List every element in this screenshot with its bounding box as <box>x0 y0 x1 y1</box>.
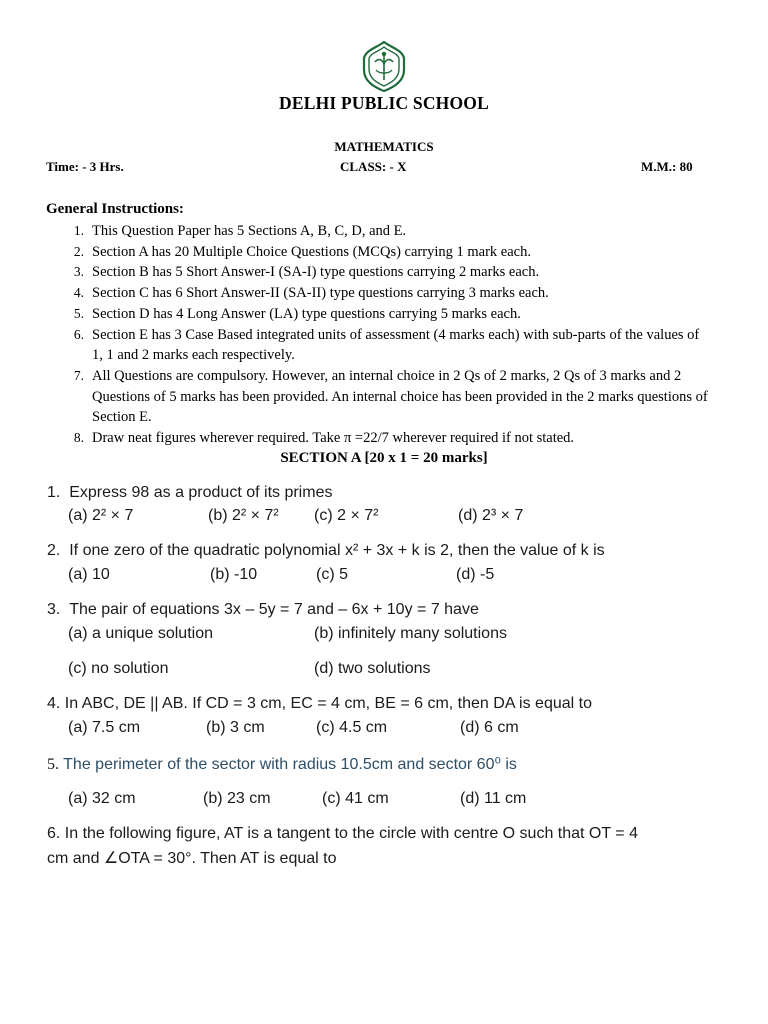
option-c: (c) 4.5 cm <box>316 719 388 736</box>
option-c: (c) no solution <box>68 660 169 677</box>
question-text: The pair of equations 3x – 5y = 7 and – 6x + 10y = 7 have <box>69 601 479 618</box>
exam-time: Time: - 3 Hrs. <box>46 159 124 174</box>
instruction-item: 8. Draw neat figures wherever required. Take π =22/7 wherever required if not stated. <box>73 430 575 447</box>
question-text: Express 98 as a product of its primes <box>69 484 333 501</box>
instruction-item: 7. All Questions are compulsory. However, an internal choice in 2 Qs of 2 marks, 2 Qs of 3 marks and 2 Questions of 5 marks has been provided. An internal choice has been provided in the 2 marks questions of Section E. <box>73 367 708 426</box>
instruction-item: 2. Section A has 20 Multiple Choice Questions (MCQs) carrying 1 mark each. <box>73 243 531 260</box>
instruction-item: 4. Section C has 6 Short Answer-II (SA-II) type questions carrying 3 marks each. <box>73 285 549 302</box>
question-2 <box>47 542 605 560</box>
option-a: (a) 32 cm <box>68 790 136 807</box>
option-b: (b) infinitely many solutions <box>314 625 507 642</box>
instruction-item: 1. This Question Paper has 5 Sections A, B, C, D, and E. <box>73 223 407 239</box>
max-marks: M.M.: 80 <box>641 159 693 174</box>
instruction-item: 6. Section E has 3 Case Based integrated units of assessment (4 marks each) with sub-parts of the values of 1, 1 and 2 marks each respectively. <box>73 326 700 364</box>
option-b: (b) -10 <box>210 566 258 583</box>
question-text: If one zero of the quadratic polynomial x² + 3x + k is 2, then the value of k is <box>69 542 605 559</box>
school-logo-icon <box>362 40 406 92</box>
option-b: (b) 23 cm <box>203 790 271 807</box>
option-a: (a) 7.5 cm <box>68 719 141 736</box>
option-a: (a) 10 <box>68 566 110 583</box>
question-6 <box>47 825 638 843</box>
option-d: (d) two solutions <box>314 660 431 677</box>
question-1 <box>47 484 332 502</box>
option-a: (a) a unique solution <box>68 625 213 642</box>
instructions-title: General Instructions: <box>46 201 184 217</box>
option-b: (b) 3 cm <box>206 719 265 736</box>
exam-class: CLASS: - X <box>340 159 407 174</box>
question-3 <box>47 601 479 619</box>
option-c: (c) 41 cm <box>322 790 389 807</box>
question-number: 6. <box>47 825 61 842</box>
question-text: The perimeter of the sector with radius 10.5cm and sector 60⁰ is <box>63 756 517 773</box>
question-number: 4. <box>47 695 61 712</box>
option-d: (d) 2³ × 7 <box>458 507 524 524</box>
option-d: (d) -5 <box>456 566 495 583</box>
question-5 <box>47 754 517 774</box>
option-b: (b) 2² × 7² <box>208 507 279 524</box>
option-c: (c) 5 <box>316 566 348 583</box>
question-number: 3. <box>47 601 61 618</box>
option-d: (d) 11 cm <box>460 790 527 807</box>
question-text: In the following figure, AT is a tangent to the circle with centre O such that OT = 4 <box>64 825 638 842</box>
question-6-continuation: cm and ∠OTA = 30°. Then AT is equal to <box>47 850 337 867</box>
instruction-item: 3. Section B has 5 Short Answer-I (SA-I) type questions carrying 2 marks each. <box>73 264 540 281</box>
question-4 <box>47 695 592 713</box>
question-number: 2. <box>47 542 61 559</box>
subject-title: MATHEMATICS <box>334 139 434 154</box>
question-text: In ABC, DE || AB. If CD = 3 cm, EC = 4 cm, BE = 6 cm, then DA is equal to <box>64 695 592 712</box>
option-c: (c) 2 × 7² <box>314 507 379 524</box>
question-number: 1. <box>47 484 61 501</box>
school-name: DELHI PUBLIC SCHOOL <box>279 93 489 113</box>
instruction-item: 5. Section D has 4 Long Answer (LA) type questions carrying 5 marks each. <box>73 305 521 322</box>
option-a: (a) 2² × 7 <box>68 507 134 524</box>
question-number: 5. <box>47 756 59 773</box>
section-a-title: SECTION A [20 x 1 = 20 marks] <box>280 450 488 466</box>
instructions-list <box>46 221 736 449</box>
option-d: (d) 6 cm <box>460 719 519 736</box>
